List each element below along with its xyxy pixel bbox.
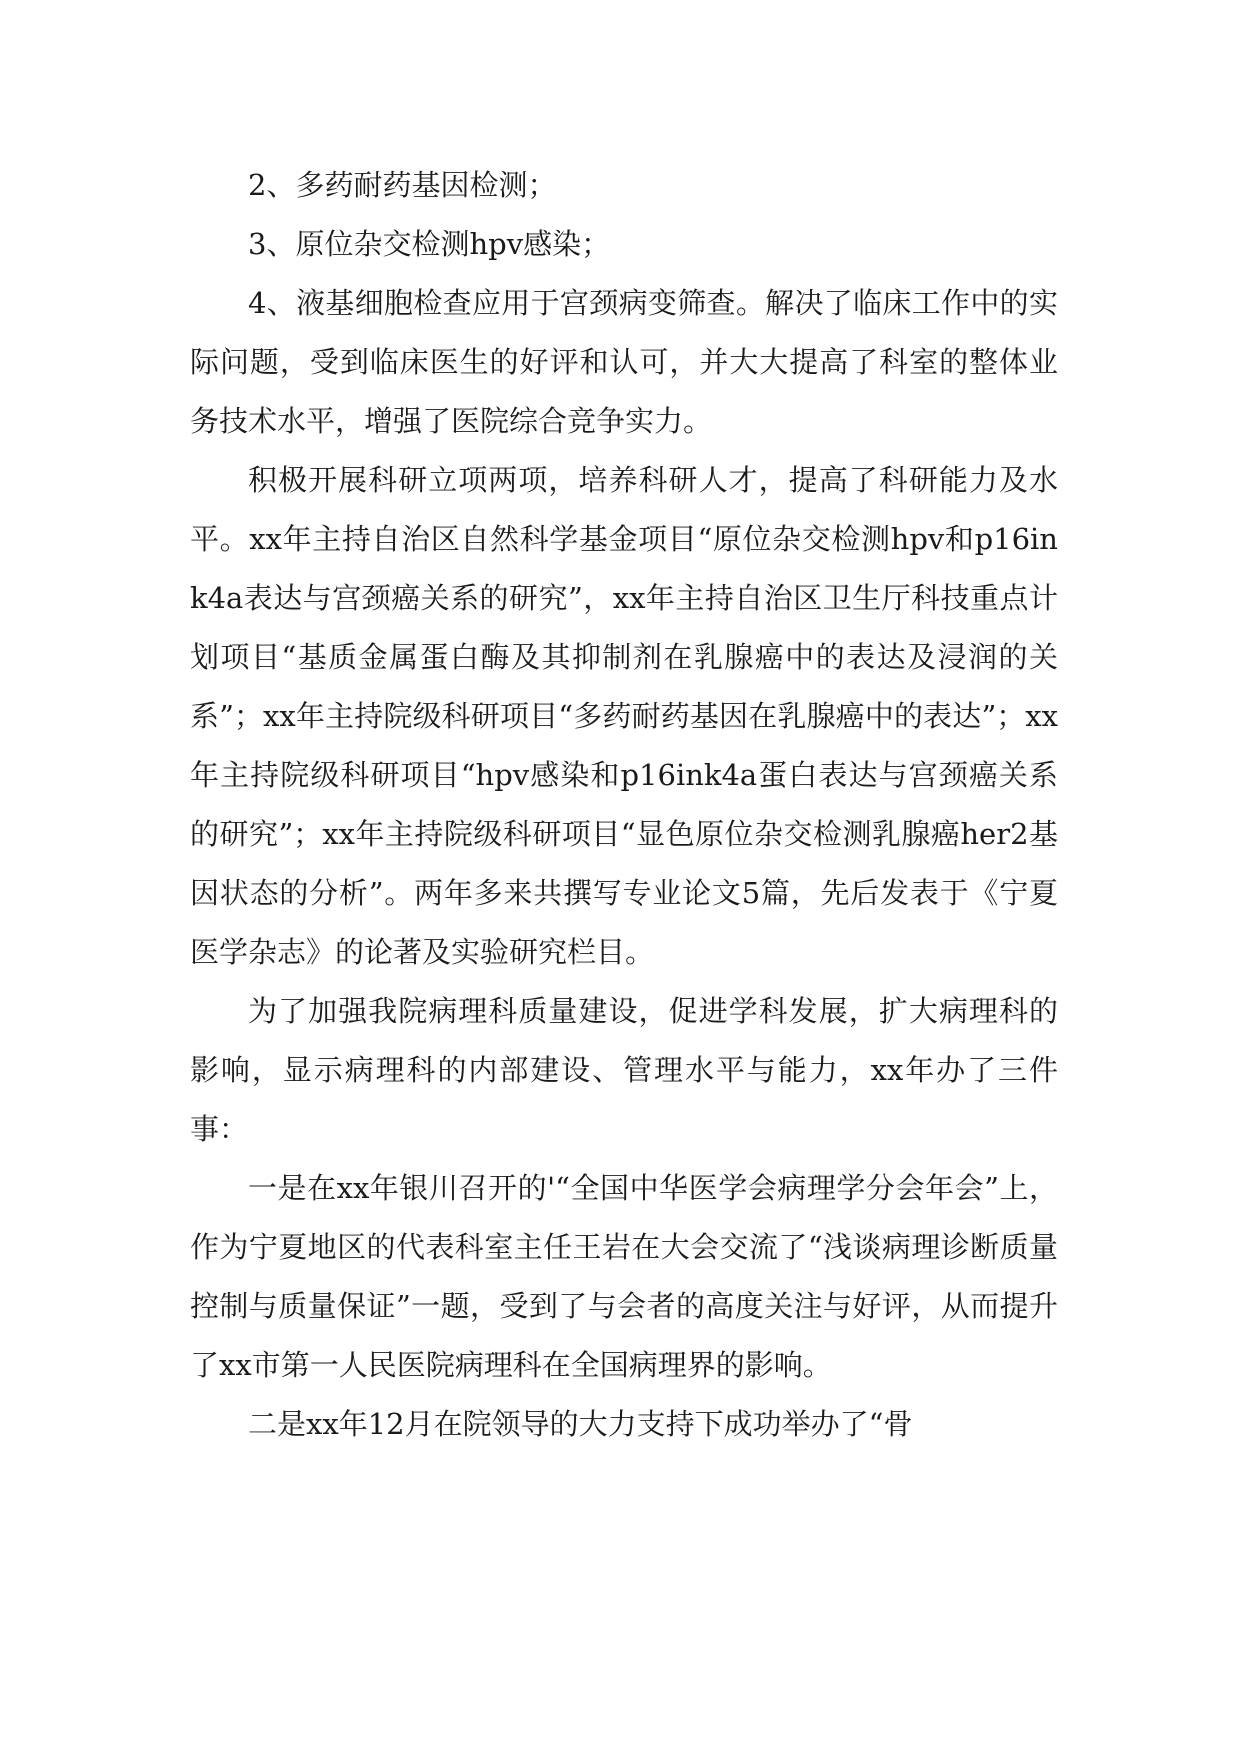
paragraph-item-3: 3、原位杂交检测hpv感染； bbox=[248, 227, 611, 261]
paragraph-item-4: 4、液基细胞检查应用于宫颈病变筛查。解决了临床工作中的实际问题，受到临床医生的好评和认可，并大大提高了科室的整体业务技术水平，增强了医院综合竞争实力。 bbox=[190, 286, 1058, 438]
paragraph-item-2: 2、多药耐药基因检测； bbox=[248, 168, 557, 202]
paragraph-second-event: 二是xx年12月在院领导的大力支持下成功举办了“骨 bbox=[248, 1407, 913, 1441]
paragraph-research-projects: 积极开展科研立项两项，培养科研人才，提高了科研能力及水平。xx年主持自治区自然科学基金项目“原位杂交检测hpv和p16ink4a表达与宫颈癌关系的研究”，xx年主持自治区卫生厅科技重点计划项目“基质金属蛋白酶及其抑制剂在乳腺癌中的表达及浸润的关系”；xx年主持院级科研项目“多药耐药基因在乳腺癌中的表达”；xx年主持院级科研项目“hpv感染和p16ink4a蛋白表达与宫颈癌关系的研究”；xx年主持院级科研项目“显色原位杂交检测乳腺癌her2基因状态的分析”。两年多来共撰写专业论文5篇，先后发表于《宁夏医学杂志》的论著及实验研究栏目。 bbox=[190, 463, 1058, 969]
paragraph-first-event: 一是在xx年银川召开的'“全国中华医学会病理学分会年会”上，作为宁夏地区的代表科室主任王岩在大会交流了“浅谈病理诊断质量控制与质量保证”一题，受到了与会者的高度关注与好评，从而提升了xx市第一人民医院病理科在全国病理界的影响。 bbox=[190, 1171, 1058, 1382]
paragraph-quality-building: 为了加强我院病理科质量建设，促进学科发展，扩大病理科的影响，显示病理科的内部建设、管理水平与能力，xx年办了三件事： bbox=[190, 994, 1058, 1146]
document-body bbox=[190, 156, 1058, 1454]
